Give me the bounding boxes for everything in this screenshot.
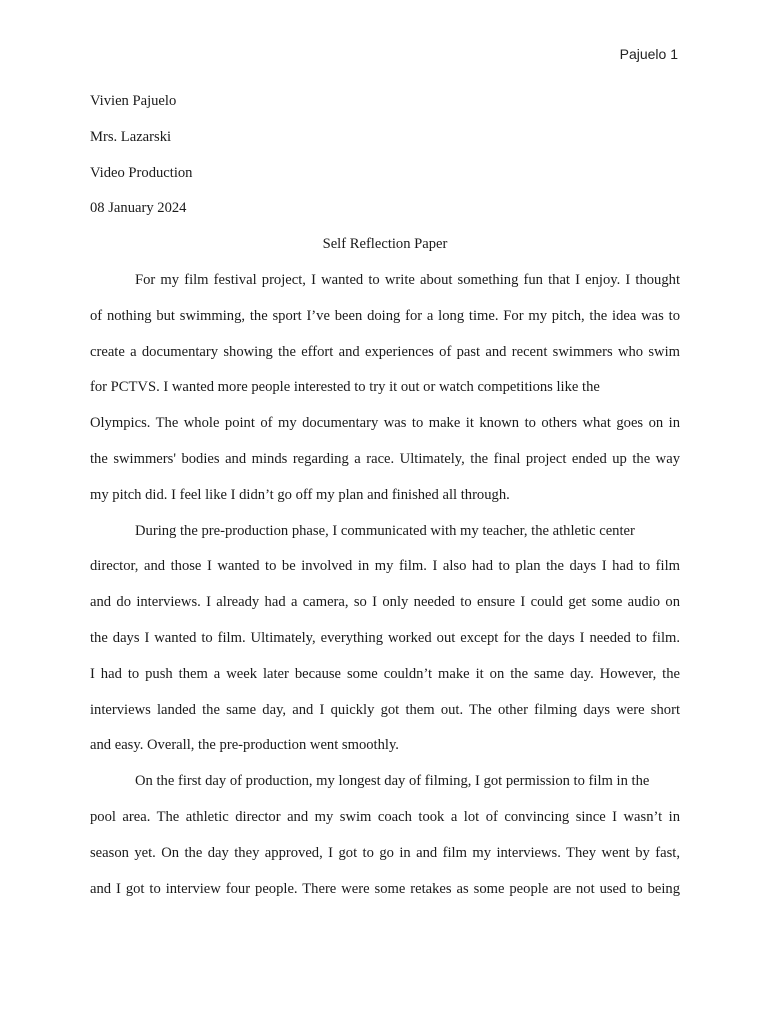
paragraph-line: On the first day of production, my longest day of filming, I got permission to film in the <box>135 773 650 790</box>
teacher-name: Mrs. Lazarski <box>90 128 172 145</box>
paragraph-line: During the pre-production phase, I communicated with my teacher, the athletic center <box>135 522 635 539</box>
paragraph-line: the days I wanted to film. Ultimately, everything worked out except for the days I needed to film. <box>90 629 680 646</box>
paragraph-line: create a documentary showing the effort and experiences of past and recent swimmers who swim <box>90 343 680 360</box>
student-name: Vivien Pajuelo <box>90 93 177 109</box>
paragraph-line: of nothing but swimming, the sport I’ve been doing for a long time. For my pitch, the idea was to <box>90 307 680 324</box>
paragraph-2 <box>90 514 680 765</box>
paragraph-line: and do interviews. I already had a camera, so I only needed to ensure I could get some audio on <box>90 594 680 611</box>
paper-date: 08 January 2024 <box>90 200 187 217</box>
paragraph-line: I had to push them a week later because some couldn’t make it on the same day. However, the <box>90 665 680 682</box>
paragraph-line: my pitch did. I feel like I didn’t go off my plan and finished all through. <box>90 486 510 503</box>
running-header: Pajuelo 1 <box>619 46 678 62</box>
document-body <box>90 84 680 907</box>
paragraph-line: interviews landed the same day, and I quickly got them out. The other filming days were short <box>90 701 680 718</box>
paragraph-line: season yet. On the day they approved, I got to go in and film my interviews. They went by fast, <box>90 844 680 861</box>
paragraph-line: and easy. Overall, the pre-production went smoothly. <box>90 737 399 754</box>
paragraph-1 <box>90 263 680 514</box>
paragraph-line: director, and those I wanted to be involved in my film. I also had to plan the days I had to film <box>90 558 680 575</box>
paper-title: Self Reflection Paper <box>322 236 448 253</box>
paragraph-line: the swimmers' bodies and minds regarding a race. Ultimately, the final project ended up the way <box>90 450 680 467</box>
paragraph-line: for PCTVS. I wanted more people interested to try it out or watch competitions like the <box>90 379 600 396</box>
paragraph-line: pool area. The athletic director and my swim coach took a lot of convincing since I wasn’t in <box>90 808 680 825</box>
paragraph-line: and I got to interview four people. There were some retakes as some people are not used to being <box>90 880 680 897</box>
course-name: Video Production <box>90 164 193 181</box>
paragraph-line: Olympics. The whole point of my documentary was to make it known to others what goes on in <box>90 415 680 432</box>
paragraph-3 <box>90 764 680 907</box>
paragraph-line: For my film festival project, I wanted to write about something fun that I enjoy. I thought <box>135 271 680 288</box>
